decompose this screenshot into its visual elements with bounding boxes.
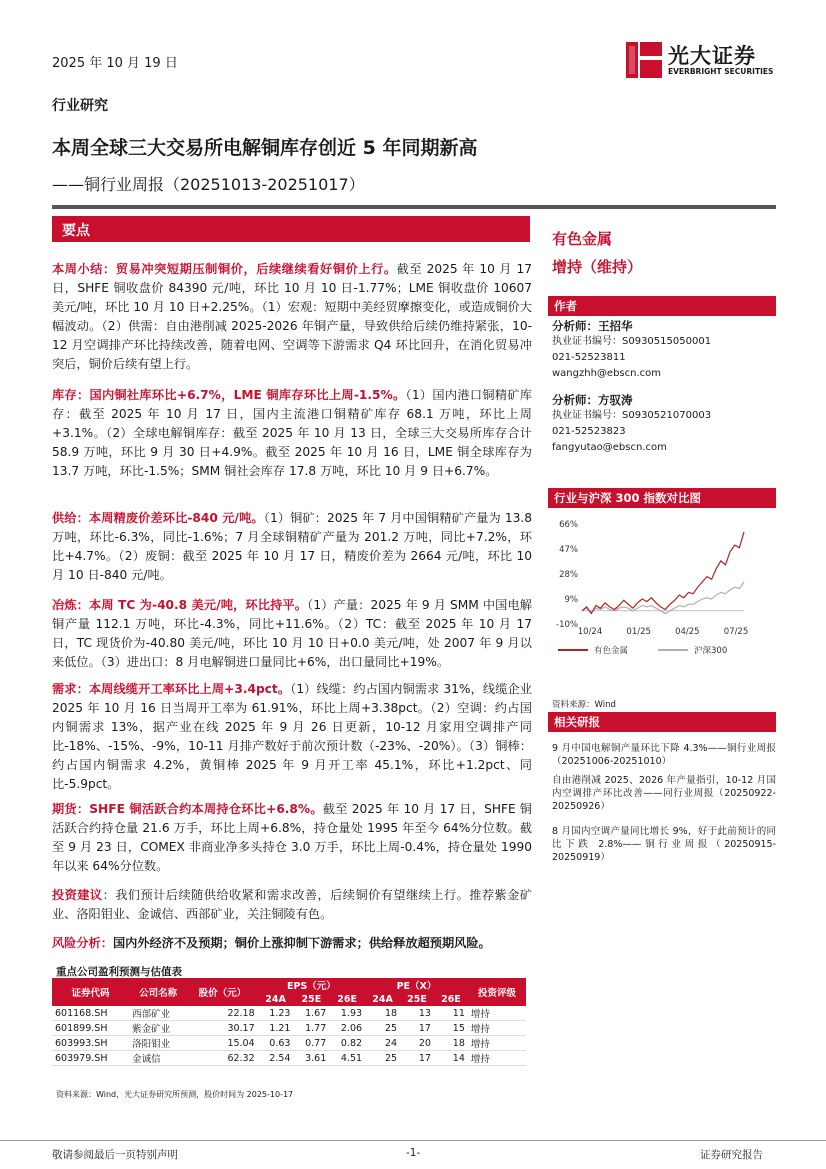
x-tick-label: 01/25 bbox=[626, 627, 651, 637]
col-eps: EPS（元） bbox=[258, 978, 365, 992]
analyst-info: 分析师：方驭涛 执业证书编号：S0930521070003 021-52523823 fangyutao@ebscn.com bbox=[552, 393, 712, 453]
futures-paragraph: 期货：SHFE 铜活跃合约本周持仓环比+6.8%。截至 2025 年 10 月 17 日，SHFE 铜活跃合约持仓量 21.6 万手，环比上周+6.8%，持仓量处 1995 年至今 64%分位数。截至 9 月 23 日，COMEX 非商业净多头持仓 3.0 万手，环比上周-0.4%，持仓量处 1990 年以来 64%分位数。 bbox=[52, 802, 532, 873]
related-report[interactable]: 9 月中国电解铜产量环比下降 4.3%——铜行业周报（20251006-20251010） bbox=[552, 743, 776, 767]
report-date: 2025 年 10 月 19 日 bbox=[52, 56, 178, 71]
report-subtitle: ——铜行业周报（20251013-20251017） bbox=[52, 175, 365, 194]
related-report[interactable]: 8 月国内空调产量同比增长 9%，好于此前预计的同比下跌 2.8%——铜行业周报（20250915-20250919） bbox=[552, 826, 776, 863]
table-title: 重点公司盈利预测与估值表 bbox=[56, 966, 182, 978]
logo-text: 光大证券 bbox=[668, 44, 756, 68]
col-year: 24A bbox=[365, 992, 400, 1006]
risk-analysis: 风险分析：国内外经济不及预期；铜价上涨抑制下游需求；供给释放超预期风险。 bbox=[52, 936, 491, 950]
analyst-info: 分析师：王招华 执业证书编号：S0930515050001 021-52523811 wangzhh@ebscn.com bbox=[552, 319, 712, 379]
title-divider bbox=[52, 205, 776, 209]
table-source: 资料来源：Wind，光大证券研究所预测，股价时间为 2025-10-17 bbox=[56, 1090, 294, 1099]
related-report[interactable]: 自由港削减 2025、2026 年产量指引，10-12 月国内空调排产环比改善——同行业周报（20250922-20250926） bbox=[552, 775, 776, 812]
summary-paragraph: 本周小结：贸易冲突短期压制铜价，后续继续看好铜价上行。截至 2025 年 10 月 17 日，SHFE 铜收盘价 84390 元/吨，环比 10 月 10 日-1.77%；LME 铜收盘价 10607 美元/吨，环比 10 月 10 日+2.25%。（1）宏观：短期中美经贸摩擦变化，或造成铜价大幅波动。（2）供需：自由港削减 2025-2026 年铜产量，导致供给后续仍维持紧张，10-12 月空调排产环比持续改善，随着电网、空调等下游需求 Q4 环比回升，在消化贸易冲突后，铜价后续有望上行。 bbox=[52, 262, 533, 371]
y-tick-label: 28% bbox=[559, 570, 578, 580]
col-year: 26E bbox=[329, 992, 365, 1006]
legend-label: 沪深300 bbox=[694, 646, 728, 656]
col-year: 25E bbox=[400, 992, 434, 1006]
col-name: 公司名称 bbox=[129, 978, 187, 1006]
col-pe: PE（X） bbox=[365, 978, 468, 992]
authors-header: 作者 bbox=[548, 296, 776, 316]
footer-report-type: 证券研究报告 bbox=[700, 1149, 763, 1161]
legend-label: 有色金属 bbox=[594, 646, 629, 656]
x-tick-label: 10/24 bbox=[577, 627, 603, 637]
demand-paragraph: 需求：本周线缆开工率环比上周+3.4pct。（1）线缆：约占国内铜需求 31%，线缆企业 2025 年 10 月 16 日当周开工率为 61.91%，环比上周+3.38pct。（2）空调：约占国内铜需求 13%，据产业在线 2025 年 9 月 26 日更新，10-12 月家用空调排产同比-18%、-15%、-9%，10-11 月排产数好于前次预计数（-23%、-20%）。（3）铜棒：约占国内铜需求 4.2%，黄铜棒 2025 年 9 月开工率 45.1%，环比+1.2pct、同比-5.9pct。 bbox=[52, 682, 532, 791]
footer-disclaimer: 敬请参阅最后一页特别声明 bbox=[52, 1149, 178, 1161]
col-year: 26E bbox=[434, 992, 468, 1006]
related-header: 相关研报 bbox=[548, 712, 776, 732]
y-tick-label: -10% bbox=[556, 620, 578, 630]
footer-divider bbox=[0, 1140, 826, 1141]
table-row: 601899.SH 紫金矿业 30.17 1.21 1.77 2.06 25 17 15 增持 bbox=[52, 1021, 526, 1036]
chart-header: 行业与沪深 300 指数对比图 bbox=[548, 488, 776, 508]
supply-paragraph: 供给：本周精废价差环比-840 元/吨。（1）铜矿：2025 年 7 月中国铜精矿产量为 13.8 万吨，环比-6.3%，同比-1.6%；7 月全球铜精矿产量为 201.2 万吨，同比+7.2%，环比+4.7%。（2）废铜：截至 2025 年 10 月 17 日，精废价差为 2664 元/吨，环比 10 月 10 日-840 元/吨。 bbox=[52, 511, 532, 582]
table-row: 601168.SH 西部矿业 22.18 1.23 1.67 1.93 18 13 11 增持 bbox=[52, 1006, 526, 1021]
y-tick-label: 47% bbox=[559, 545, 578, 555]
y-tick-label: 9% bbox=[564, 595, 578, 605]
report-title: 本周全球三大交易所电解铜库存创近 5 年同期新高 bbox=[52, 137, 478, 159]
col-rating: 投资评级 bbox=[468, 978, 526, 1006]
logo-subtext: EVERBRIGHT SECURITIES bbox=[668, 67, 774, 76]
smelting-paragraph: 冶炼：本周 TC 为-40.8 美元/吨，环比持平。（1）产量：2025 年 9 月 SMM 中国电解铜产量 112.1 万吨，环比-4.3%，同比+11.6%。（2）TC：截至 2025 年 10 月 17 日，TC 现货价为-40.80 美元/吨，环比 10 月 10 日+0.0 美元/吨，处 2007 年 9 月以来低位。（3）进出口：8 月电解铜进口量同比+6%，出口量同比+19%。 bbox=[52, 598, 532, 669]
table-row: 603979.SH 金诚信 62.32 2.54 3.61 4.51 25 17 14 增持 bbox=[52, 1051, 526, 1066]
x-tick-label: 07/25 bbox=[723, 627, 749, 637]
series-line bbox=[582, 532, 744, 614]
x-tick-label: 04/25 bbox=[675, 627, 700, 637]
keypoints-header: 要点 bbox=[52, 216, 530, 242]
sector-rating: 增持（维持） bbox=[552, 258, 643, 276]
page-number: -1- bbox=[406, 1147, 421, 1159]
report-category: 行业研究 bbox=[52, 98, 108, 114]
investment-advice: 投资建议：我们预计后续随供给收紧和需求改善，后续铜价有望继续上行。推荐紫金矿业、洛阳钼业、金诚信、西部矿业，关注铜陵有色。 bbox=[52, 888, 533, 921]
y-tick-label: 66% bbox=[559, 520, 578, 530]
table-row: 603993.SH 洛阳钼业 15.04 0.63 0.77 0.82 24 20 18 增持 bbox=[52, 1036, 526, 1051]
col-year: 25E bbox=[293, 992, 329, 1006]
chart-source: 资料来源：Wind bbox=[552, 700, 616, 710]
col-price: 股价（元） bbox=[187, 978, 258, 1006]
col-code: 证券代码 bbox=[52, 978, 129, 1006]
index-comparison-chart bbox=[548, 512, 776, 662]
sector-name: 有色金属 bbox=[552, 230, 613, 248]
col-year: 24A bbox=[258, 992, 294, 1006]
inventory-paragraph: 库存：国内铜社库环比+6.7%，LME 铜库存环比上周-1.5%。（1）国内港口铜精矿库存：截至 2025 年 10 月 17 日，国内主流港口铜精矿库存 68.1 万吨，环比上周+3.1%。（2）全球电解铜库存：截至 2025 年 10 月 13 日，全球三大交易所库存合计 58.9 万吨，环比 9 月 30 日+4.9%。截至 2025 年 10 月 16 日，LME 铜全球库存为 13.7 万吨，环比-1.5%；SMM 铜社会库存 17.8 万吨，环比 10 月 9 日+6.7%。 bbox=[52, 388, 533, 478]
forecast-table bbox=[52, 978, 526, 1066]
